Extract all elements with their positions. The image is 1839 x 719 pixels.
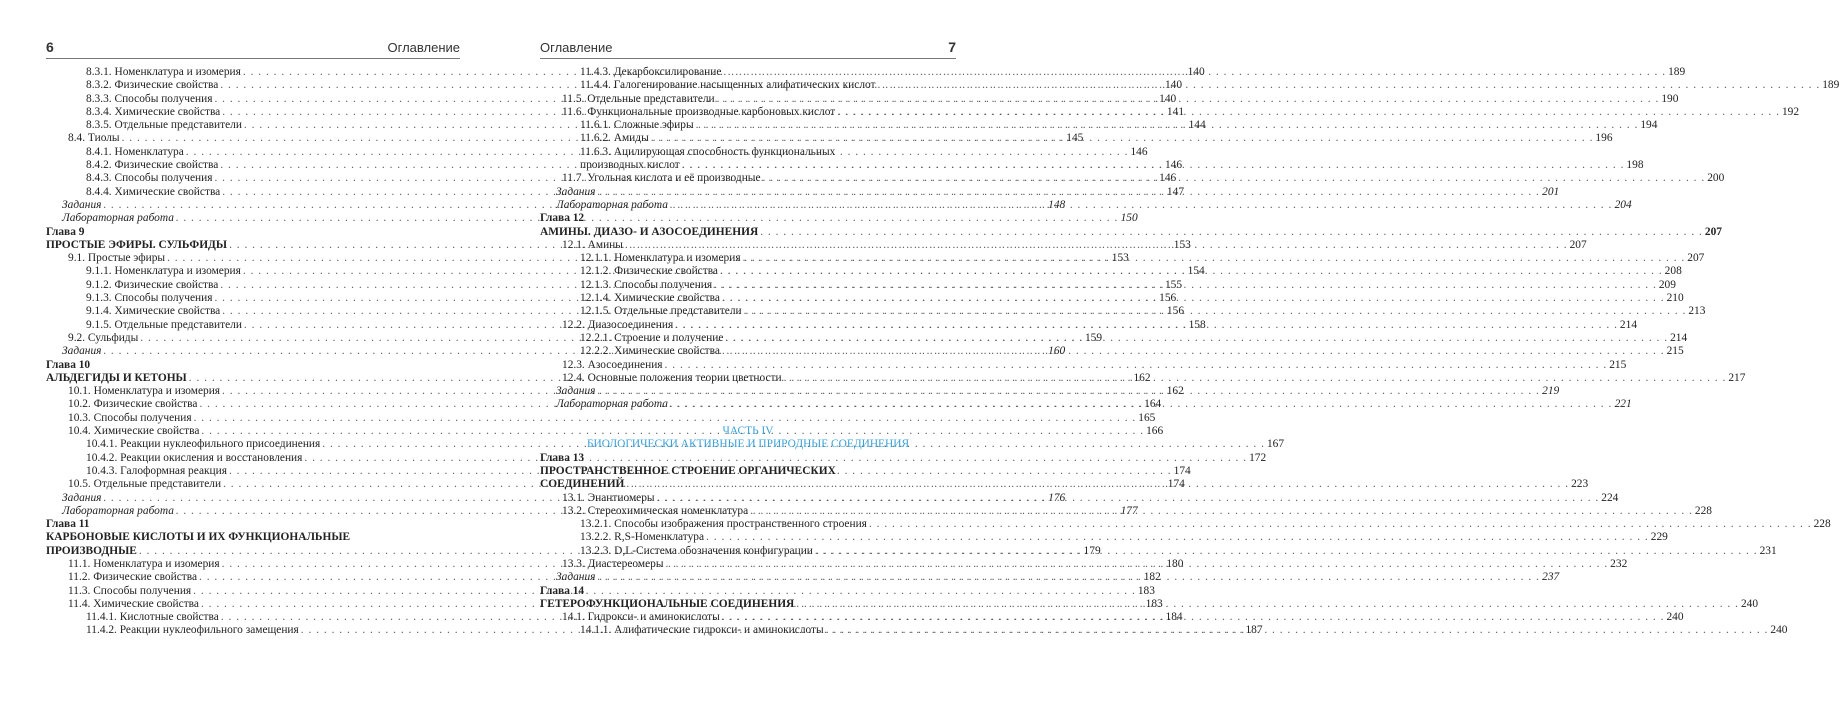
- toc-entry-text: Лабораторная работа: [556, 398, 668, 411]
- toc-entry-continued: [540, 146, 956, 159]
- toc-entry-text: 10.2. Физические свойства: [68, 398, 198, 411]
- toc-page-number: 140: [1164, 79, 1183, 92]
- toc-entry-text: 9.1.2. Физические свойства: [86, 278, 219, 291]
- toc-page-number: 141: [1166, 105, 1185, 118]
- toc-page-number: 164: [1144, 398, 1162, 411]
- toc-page-number: 184: [1165, 611, 1183, 624]
- toc-page-number: 148: [1048, 198, 1066, 211]
- toc-entry-text: КАРБОНОВЫЕ КИСЛОТЫ И ИХ ФУНКЦИОНАЛЬНЫЕ: [46, 531, 351, 544]
- toc-entry-text: 13.3. Диастереомеры: [562, 557, 664, 570]
- dot-leader: [876, 79, 1823, 92]
- toc-page-number: 158: [1188, 318, 1206, 331]
- dot-leader: [715, 93, 1662, 106]
- part-heading: [540, 425, 956, 438]
- dot-leader: [782, 372, 1729, 385]
- toc-entry-text: 14.1. Гидрокси- и аминокислоты: [562, 611, 720, 624]
- toc-entry-text: 12.2. Диазосоединения: [562, 318, 674, 331]
- dot-leader: [663, 558, 1610, 571]
- toc-entry-text: 13.1. Энантиомеры: [562, 491, 655, 504]
- toc-page-number: 174: [1167, 478, 1185, 491]
- toc-entry-text: 11.1. Номенклатура и изомерия: [68, 557, 220, 570]
- page-header: [540, 40, 956, 58]
- toc-page-number: 189: [1822, 79, 1839, 92]
- toc-entry-continued: [540, 465, 956, 478]
- toc-page-number: 165: [1138, 411, 1156, 424]
- dot-leader: [794, 598, 1741, 611]
- toc-entry-text: Лабораторная работа: [556, 198, 668, 211]
- toc-page-number: 153: [1111, 252, 1129, 265]
- toc-entry-text: 10.3. Способы получения: [68, 411, 192, 424]
- dot-leader: [712, 279, 1659, 292]
- toc-page-number: 194: [1640, 119, 1658, 132]
- toc-entry-text: 8.4. Тиолы: [68, 132, 120, 145]
- toc-page-number: 146: [1159, 172, 1177, 185]
- toc-entry-text: 11.5. Отдельные представители: [562, 92, 715, 105]
- toc-entry-text: 11.6. Функциональные производные карбоновых кислот: [562, 105, 836, 118]
- part-heading: [540, 438, 956, 451]
- dot-leader: [758, 226, 1705, 239]
- toc-page-number: 147: [1166, 185, 1185, 198]
- toc-page-number: 160: [1048, 345, 1066, 358]
- toc-entry-text: 11.4.3. Декарбоксилирование: [580, 66, 722, 78]
- toc-page-number: 174: [1173, 464, 1191, 477]
- toc-page-number: 177: [1120, 504, 1138, 517]
- toc-entry-text: ГЕТЕРОФУНКЦИОНАЛЬНЫЕ СОЕДИНЕНИЯ: [540, 597, 795, 610]
- toc-entry-text: производных кислот: [580, 159, 680, 172]
- chapter-label-text: Глава 13: [540, 451, 585, 464]
- toc-entry-text: 8.3.4. Химические свойства: [86, 105, 221, 118]
- toc-entry-text: 10.1. Номенклатура и изомерия: [68, 385, 221, 398]
- dot-leader: [663, 359, 1610, 372]
- toc-page-number: 189: [1668, 66, 1686, 78]
- toc-entry-text: 14.1.1. Алифатические гидрокси- и аминокислоты: [580, 624, 824, 637]
- toc-page-number: 176: [1048, 491, 1066, 504]
- toc-entry-text: 10.5. Отдельные представители: [68, 478, 222, 491]
- toc-entry-text: 12.4. Основные положения теории цветности: [562, 371, 782, 384]
- dot-leader: [813, 545, 1760, 558]
- toc-entry-text: ПРОСТРАНСТВЕННОЕ СТРОЕНИЕ ОРГАНИЧЕСКИХ: [540, 464, 836, 477]
- dot-leader: [595, 385, 1542, 398]
- toc-entry-text: 8.4.1. Номенклатура: [86, 145, 184, 158]
- toc-page-number: 207: [1704, 225, 1722, 238]
- toc-page-number: 215: [1609, 358, 1627, 371]
- toc-page-number: 190: [1661, 92, 1679, 105]
- header-rule: [540, 58, 956, 59]
- part-heading-text: БИОЛОГИЧЕСКИ АКТИВНЫЕ И ПРИРОДНЫЕ СОЕДИНЕНИЯ: [586, 438, 910, 451]
- toc-page-number: 179: [1083, 544, 1101, 557]
- chapter-label-text: Глава 12: [540, 212, 585, 225]
- page-number: 7: [948, 39, 956, 55]
- toc-entry-text: 12.1. Амины: [562, 238, 623, 251]
- toc-page-number: 217: [1728, 371, 1746, 384]
- dot-leader: [623, 239, 1570, 252]
- toc-page-number: 240: [1770, 624, 1788, 637]
- dot-leader: [668, 199, 1615, 212]
- dot-leader: [680, 159, 1627, 172]
- toc-page-number: 140: [1187, 66, 1205, 78]
- part-heading-text: ЧАСТЬ IV: [722, 425, 774, 438]
- toc-entry-text: 10.4.2. Реакции окисления и восстановления: [86, 451, 303, 464]
- toc-page-number: 228: [1813, 518, 1831, 531]
- toc-page-number: 183: [1145, 597, 1163, 610]
- toc-entry-text: 12.3. Азосоединения: [562, 358, 663, 371]
- dot-leader: [595, 186, 1542, 199]
- toc-page-number: 221: [1614, 398, 1632, 411]
- toc-entry-text: Лабораторная работа: [62, 212, 174, 225]
- toc-entry-text: 11.7. Угольная кислота и её производные: [562, 172, 761, 185]
- dot-leader: [655, 492, 1602, 505]
- toc-page-number: 162: [1166, 385, 1184, 398]
- toc-page-number: 154: [1187, 265, 1205, 278]
- dot-leader: [742, 305, 1689, 318]
- toc-page-number: 140: [1159, 92, 1177, 105]
- dot-leader: [694, 119, 1641, 132]
- toc-entry-text: 12.2.1. Строение и получение: [580, 331, 724, 344]
- page-header: [46, 40, 460, 58]
- dot-leader: [673, 319, 1620, 332]
- toc-page-number: 229: [1650, 531, 1668, 544]
- toc-page-number: 207: [1687, 252, 1705, 265]
- toc-entry-text: 10.4.1. Реакции нуклеофильного присоединения: [86, 438, 321, 451]
- dot-leader: [649, 132, 1596, 145]
- toc-entry-text: 8.4.3. Способы получения: [86, 172, 213, 185]
- dot-leader: [867, 518, 1814, 531]
- toc-entry-text: 9.1.4. Химические свойства: [86, 305, 221, 318]
- toc-page-number: 237: [1542, 571, 1560, 584]
- toc-page-number: 213: [1688, 305, 1706, 318]
- toc-entry: [540, 531, 1668, 544]
- toc-entry-text: 10.4.3. Галоформная реакция: [86, 464, 227, 477]
- toc-entry-text: 13.2.2. R,S-Номенклатура: [580, 531, 705, 544]
- toc-page-number: 162: [1133, 371, 1151, 384]
- toc-entry: [46, 411, 1156, 425]
- toc-page-number: 240: [1666, 611, 1684, 624]
- toc-entry-text: ПРОИЗВОДНЫЕ: [46, 544, 137, 557]
- chapter-label: [540, 212, 956, 225]
- toc-page-number: 209: [1658, 278, 1676, 291]
- toc-entry-text: 10.4. Химические свойства: [68, 425, 200, 438]
- toc-entry-text: Задания: [556, 571, 596, 584]
- toc-page-number: 232: [1610, 557, 1628, 570]
- dot-leader: [720, 345, 1667, 358]
- toc-page-number: 196: [1595, 132, 1613, 145]
- toc-page-number: 228: [1694, 504, 1712, 517]
- toc-entry-text: 11.6.3. Ацилирующая способность функциональных: [580, 145, 836, 158]
- dot-leader: [721, 66, 1668, 79]
- toc-page-number: 201: [1542, 185, 1560, 198]
- toc-page-number: 167: [1266, 438, 1285, 451]
- dot-leader: [704, 531, 1651, 544]
- toc-entry-text: 11.4.1. Кислотные свойства: [86, 611, 219, 624]
- toc-entry-text: 11.4.2. Реакции нуклеофильного замещения: [86, 624, 299, 637]
- dot-leader: [741, 252, 1688, 265]
- toc-page-number: 231: [1759, 544, 1777, 557]
- toc-entry-text: 11.6.1. Сложные эфиры: [580, 119, 694, 132]
- chapter-label: [46, 359, 460, 372]
- toc-page-number: 240: [1740, 597, 1759, 610]
- toc-entry-text: 11.2. Физические свойства: [68, 571, 198, 584]
- toc-page-number: 219: [1542, 385, 1560, 398]
- toc-entry-text: 11.6.2. Амиды: [580, 132, 649, 145]
- toc-chapter-title: [540, 225, 1722, 239]
- toc-entry-text: 8.3.2. Физические свойства: [86, 79, 219, 92]
- toc-page-number: 153: [1173, 238, 1191, 251]
- dot-leader: [624, 478, 1571, 491]
- dot-leader: [835, 106, 1782, 119]
- toc-entry-text: Задания: [62, 345, 102, 358]
- header-rule: [46, 58, 460, 59]
- toc-page-number: 183: [1137, 584, 1155, 597]
- toc-page-number: 224: [1601, 491, 1619, 504]
- toc-page-number: 155: [1164, 278, 1183, 291]
- toc-entry-text: 12.1.3. Способы получения: [580, 278, 713, 291]
- toc-entry-text: АЛЬДЕГИДЫ И КЕТОНЫ: [46, 371, 187, 384]
- toc-entry-text: 8.4.4. Химические свойства: [86, 185, 221, 198]
- toc-entry-text: 13.2.1. Способы изображения пространственного строения: [580, 518, 867, 531]
- chapter-label-text: Глава 9: [46, 225, 85, 238]
- toc-entry-text: 12.1.2. Физические свойства: [580, 265, 718, 278]
- chapter-label-text: Глава 11: [46, 518, 90, 531]
- toc-entry-text: 8.3.5. Отдельные представители: [86, 119, 242, 132]
- toc-entry-text: 9.2. Сульфиды: [68, 331, 139, 344]
- chapter-label: [46, 226, 460, 239]
- toc-entry-text: Лабораторная работа: [62, 504, 174, 517]
- toc-page-number: 208: [1664, 265, 1682, 278]
- page-number: 6: [46, 39, 54, 55]
- toc-page-number: 187: [1245, 624, 1263, 637]
- toc-page-number: 146: [1130, 145, 1148, 158]
- toc-page-number: 156: [1166, 305, 1185, 318]
- toc-entry-text: 8.3.3. Способы получения: [86, 92, 213, 105]
- toc-entry-text: 11.4.4. Галогенирование насыщенных алифатических кислот: [580, 79, 876, 92]
- toc-entry-text: 8.3.1. Номенклатура и изомерия: [86, 66, 241, 78]
- toc-entry-text: 9.1.3. Способы получения: [86, 292, 213, 305]
- toc-entry-text: 8.4.2. Физические свойства: [86, 159, 219, 172]
- toc-page-number: 200: [1707, 172, 1725, 185]
- toc-page-number: 192: [1781, 105, 1800, 118]
- running-title: Оглавление: [387, 40, 460, 55]
- toc-page-number: 204: [1614, 198, 1632, 211]
- dot-leader: [595, 571, 1542, 584]
- toc-page-number: 145: [1066, 132, 1084, 145]
- toc-entry-text: Задания: [556, 185, 596, 198]
- toc-page-number: 159: [1084, 331, 1103, 344]
- dot-leader: [723, 332, 1670, 345]
- spacer: [540, 412, 956, 425]
- toc-entry-text: 11.4. Химические свойства: [68, 597, 199, 610]
- toc-page-number: 223: [1571, 478, 1589, 491]
- toc-entry: [540, 358, 1627, 372]
- toc-page-number: 156: [1159, 292, 1177, 305]
- toc-entry-continued: [46, 531, 460, 544]
- toc-entry-text: 9.1.1. Номенклатура и изомерия: [86, 265, 241, 278]
- toc-page-number: 207: [1569, 238, 1587, 251]
- toc-entry-text: 12.1.1. Номенклатура и изомерия: [580, 252, 741, 265]
- dot-leader: [824, 624, 1771, 637]
- toc-entry-text: 12.2.2. Химические свойства: [580, 345, 720, 358]
- toc-entry-text: 12.1.5. Отдельные представители: [580, 305, 742, 318]
- dot-leader: [718, 265, 1665, 278]
- toc-page-number: 210: [1666, 292, 1684, 305]
- dot-leader: [720, 292, 1667, 305]
- toc-page-number: 150: [1120, 212, 1138, 225]
- toc-page-number: 146: [1164, 159, 1183, 172]
- toc-entry-text: 11.3. Способы получения: [68, 584, 192, 597]
- toc-entry-text: Задания: [556, 385, 596, 398]
- chapter-label: [540, 585, 956, 598]
- toc-page-number: 166: [1146, 425, 1164, 438]
- dot-leader: [668, 398, 1615, 411]
- running-title: Оглавление: [540, 40, 613, 55]
- toc-entry: [540, 518, 1831, 531]
- toc-entry-text: Задания: [62, 491, 102, 504]
- chapter-label-text: Глава 10: [46, 358, 91, 371]
- dot-leader: [748, 505, 1695, 518]
- toc-page-number: 180: [1166, 557, 1184, 570]
- chapter-label-text: Глава 14: [540, 584, 585, 597]
- toc-entry-text: ПРОСТЫЕ ЭФИРЫ. СУЛЬФИДЫ: [46, 238, 228, 251]
- toc-page-number: 198: [1626, 159, 1644, 172]
- dot-leader: [761, 172, 1708, 185]
- chapter-label: [540, 452, 956, 465]
- toc-entry-text: 9.1. Простые эфиры: [68, 252, 166, 265]
- toc-entry-text: 13.2. Стереохимическая номенклатура: [562, 504, 749, 517]
- toc-page-number: 214: [1670, 331, 1688, 344]
- toc-entry-text: 12.1.4. Химические свойства: [580, 292, 720, 305]
- toc-page-number: 215: [1666, 345, 1684, 358]
- toc-entry-text: 13.2.3. D,L-Система обозначения конфигурации: [580, 544, 813, 557]
- toc-entry-text: АМИНЫ. ДИАЗО- И АЗОСОЕДИНЕНИЯ: [540, 225, 759, 238]
- toc-entry-text: Задания: [62, 198, 102, 211]
- toc-page-number: 172: [1249, 451, 1267, 464]
- toc-entry-text: 9.1.5. Отдельные представители: [86, 318, 242, 331]
- toc-page-number: 144: [1188, 119, 1206, 132]
- chapter-label: [46, 518, 460, 531]
- toc-page-number: 182: [1143, 571, 1161, 584]
- dot-leader: [720, 611, 1667, 624]
- toc-entry-text: СОЕДИНЕНИЙ: [540, 478, 625, 491]
- toc-page-number: 214: [1619, 318, 1638, 331]
